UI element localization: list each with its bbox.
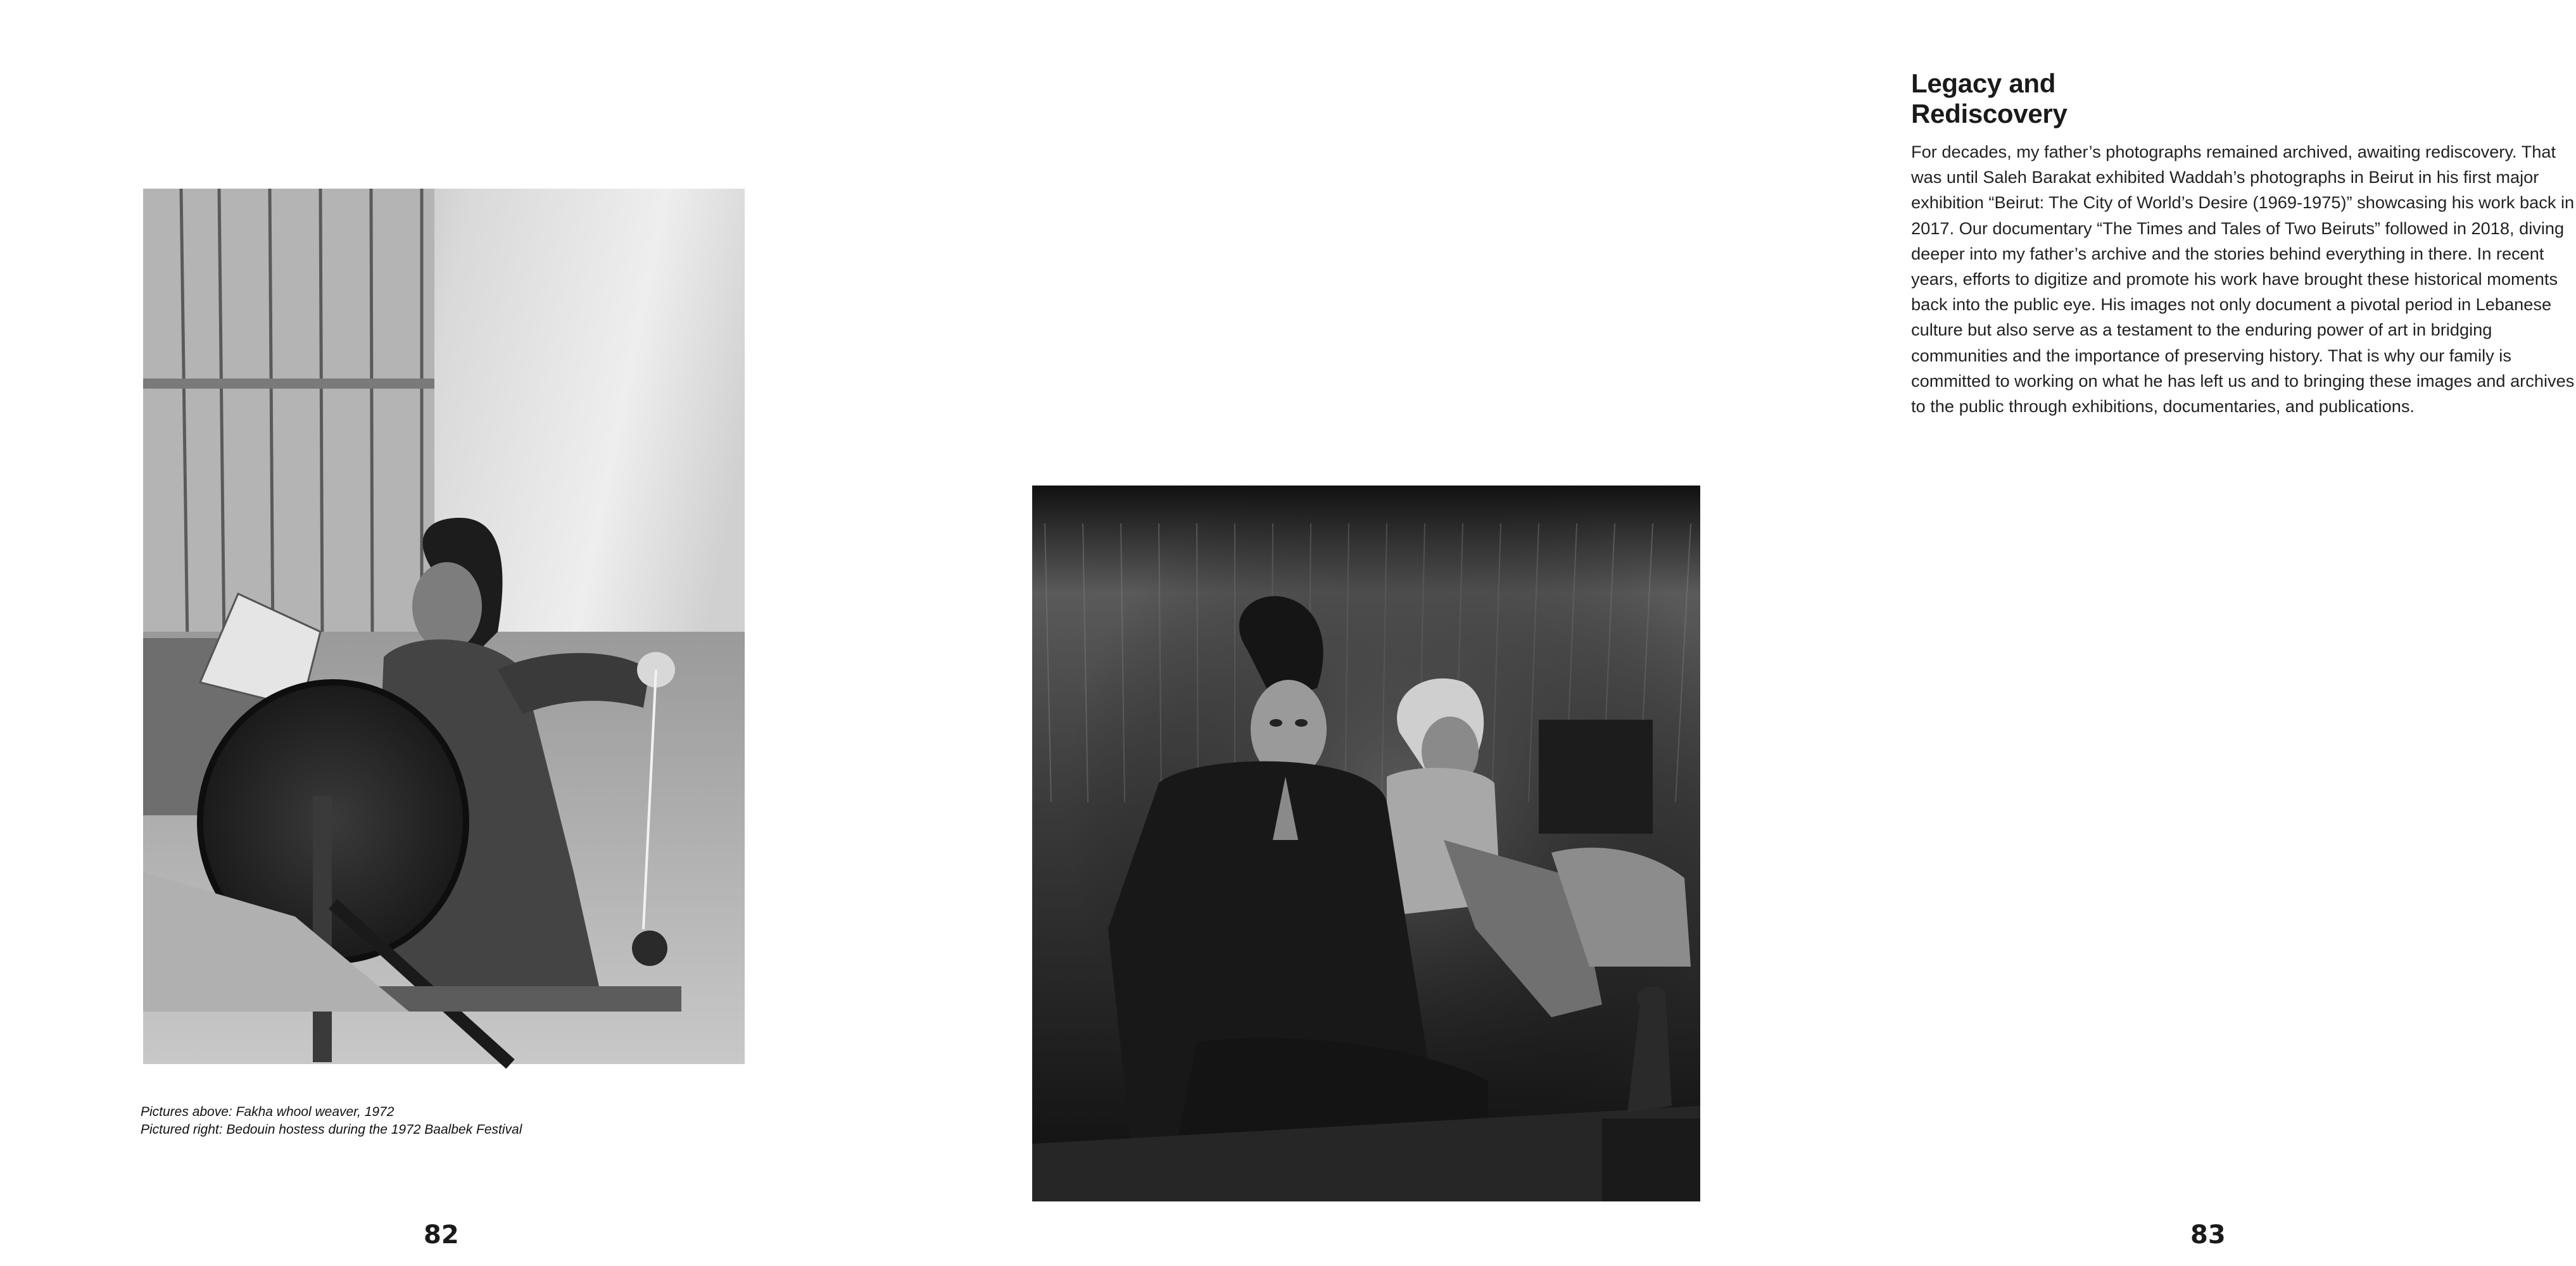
- caption-line-left-photo: Pictures above: Fakha whool weaver, 1972: [141, 1105, 395, 1119]
- photo-bedouin-hostess: [1032, 486, 1700, 1201]
- left-page: [0, 0, 881, 1266]
- photo-wool-weaver-image: [143, 189, 745, 1064]
- section-heading: Legacy and Rediscovery: [1911, 68, 2068, 128]
- photo-caption: [141, 1103, 710, 1139]
- photo-bedouin-hostess-image: [1032, 486, 1700, 1201]
- body-paragraph: For decades, my father’s photographs remained archived, awaiting rediscovery. That was until Saleh Barakat exhibited Waddah’s photographs in Beirut in his first major exhibition “Beirut: The City of World’s Desire (1969-1975)” showcasing his work back in 2017. Our documentary “The Times and Tales of Two Beiruts” followed in 2018, diving deeper into my father’s archive and the stories behind everything in there. In recent years, efforts to digitize and promote his work have brought these historical moments back into the public eye. His images not only document a pivotal period in Lebanese culture but also serve as a testament to the enduring power of art in bridging communities and the importance of preserving history. That is why our family is committed to working on what he has left us and to bringing these images and archives to the public through exhibitions, documentaries, and publications.: [1911, 142, 2575, 417]
- photo-wool-weaver: [143, 189, 745, 1064]
- page-number-right: 83: [2190, 1220, 2226, 1250]
- page-number-left: 82: [424, 1220, 459, 1250]
- caption-line-right-photo: Pictured right: Bedouin hostess during the 1972 Baalbek Festival: [141, 1122, 522, 1137]
